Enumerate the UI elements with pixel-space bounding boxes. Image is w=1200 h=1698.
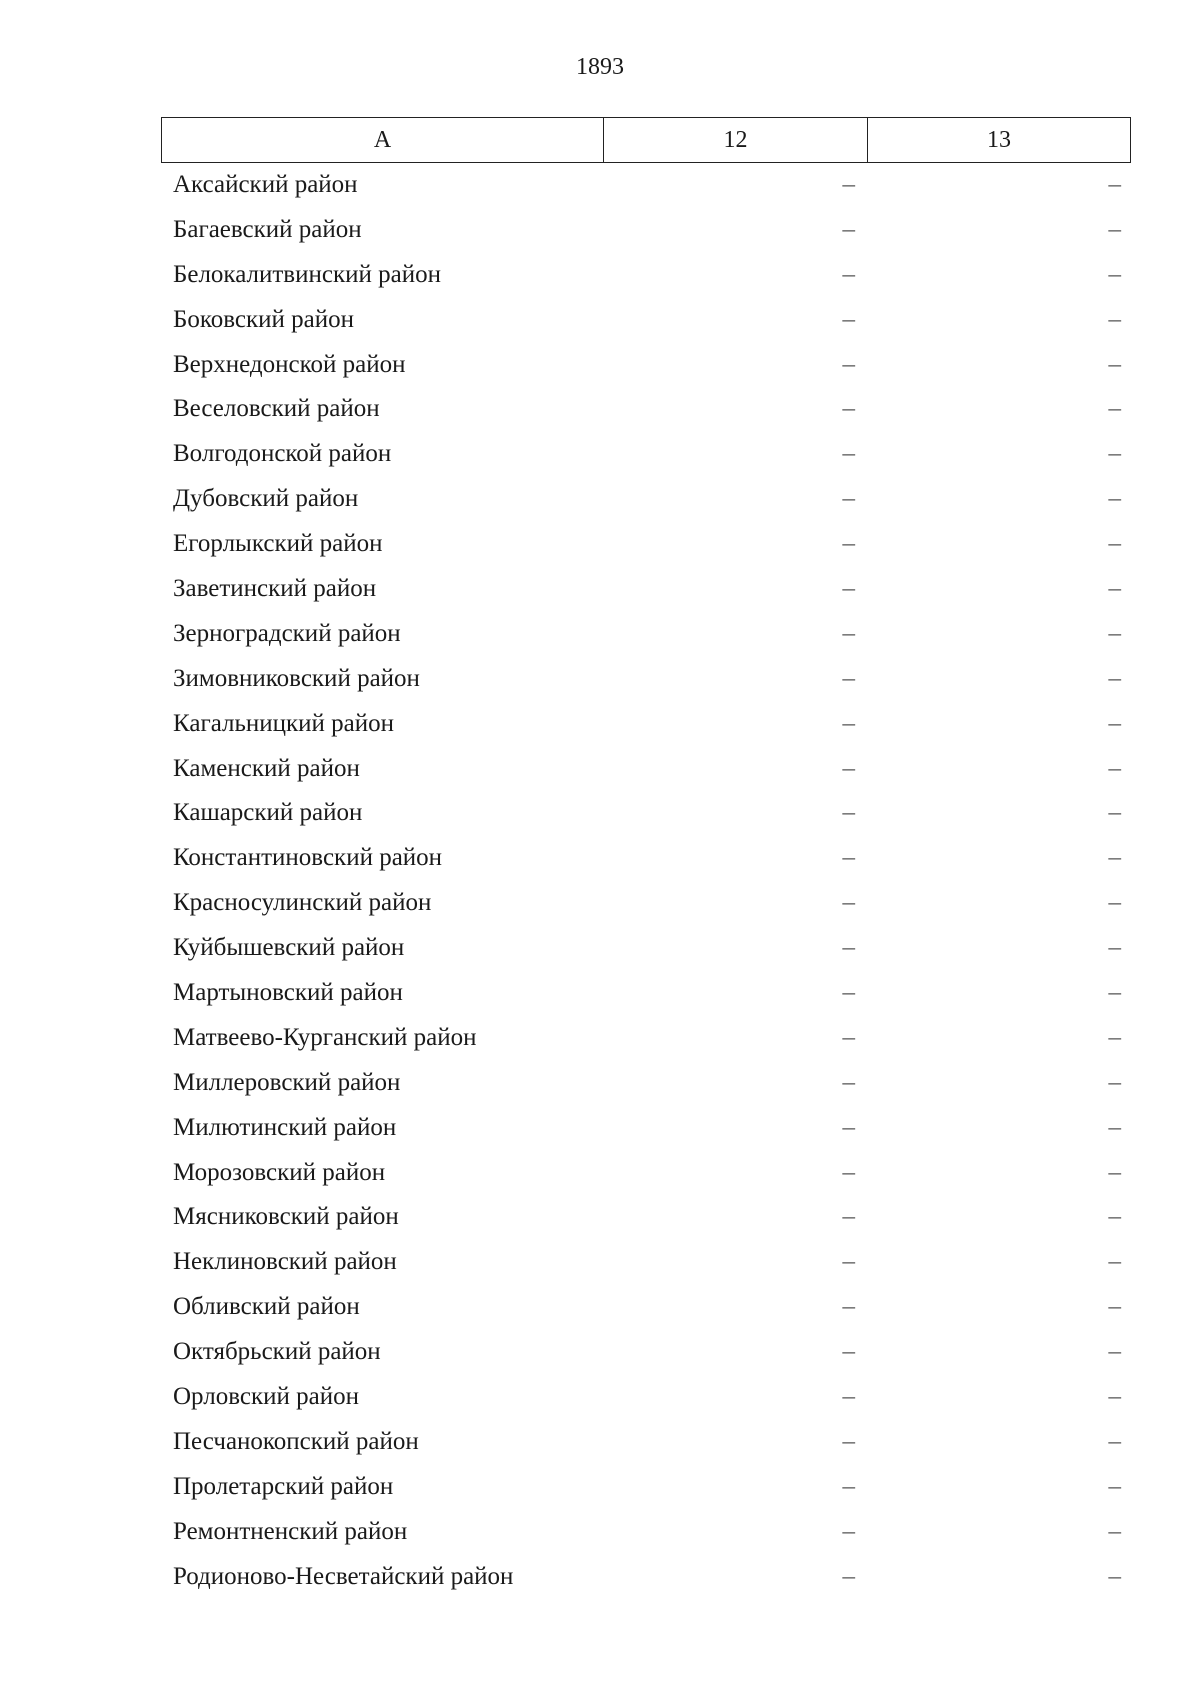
- district-name: Каменский район: [173, 754, 360, 782]
- value-col-13: –: [1108, 1113, 1121, 1141]
- value-col-12: –: [842, 260, 855, 288]
- district-name: Мясниковский район: [173, 1203, 399, 1231]
- district-name: Егорлыкский район: [173, 530, 383, 558]
- district-name: Миллеровский район: [173, 1068, 401, 1096]
- table-row: [161, 298, 1131, 343]
- district-name: Дубовский район: [173, 485, 359, 513]
- table-row: [161, 747, 1131, 792]
- value-col-12: –: [842, 1113, 855, 1141]
- table-row: [161, 881, 1131, 926]
- value-col-12: –: [842, 799, 855, 827]
- district-name: Морозовский район: [173, 1158, 386, 1186]
- value-col-12: –: [842, 575, 855, 603]
- table-row: [161, 1510, 1131, 1555]
- header-cell-12: 12: [604, 118, 868, 162]
- value-col-13: –: [1108, 799, 1121, 827]
- value-col-13: –: [1108, 1338, 1121, 1366]
- table-row: [161, 1555, 1131, 1600]
- table-row: [161, 702, 1131, 747]
- value-col-12: –: [842, 709, 855, 737]
- value-col-12: –: [842, 1517, 855, 1545]
- value-col-13: –: [1108, 395, 1121, 423]
- value-col-13: –: [1108, 889, 1121, 917]
- value-col-12: –: [842, 1472, 855, 1500]
- table-row: [161, 791, 1131, 836]
- district-name: Пролетарский район: [173, 1472, 394, 1500]
- value-col-13: –: [1108, 754, 1121, 782]
- value-col-12: –: [842, 395, 855, 423]
- value-col-13: –: [1108, 844, 1121, 872]
- table-row: [161, 971, 1131, 1016]
- table-row: [161, 163, 1131, 208]
- table-body: [161, 163, 1131, 1600]
- table-row: [161, 1195, 1131, 1240]
- table-row: [161, 1240, 1131, 1285]
- district-name: Веселовский район: [173, 395, 380, 423]
- district-name: Обливский район: [173, 1293, 360, 1321]
- value-col-12: –: [842, 1427, 855, 1455]
- value-col-13: –: [1108, 664, 1121, 692]
- value-col-12: –: [842, 305, 855, 333]
- table-row: [161, 1285, 1131, 1330]
- district-name: Заветинский район: [173, 575, 377, 603]
- value-col-13: –: [1108, 934, 1121, 962]
- table-row: [161, 926, 1131, 971]
- value-col-12: –: [842, 1383, 855, 1411]
- value-col-13: –: [1108, 619, 1121, 647]
- value-col-13: –: [1108, 305, 1121, 333]
- value-col-12: –: [842, 530, 855, 558]
- value-col-12: –: [842, 664, 855, 692]
- table-row: [161, 522, 1131, 567]
- district-name: Милютинский район: [173, 1113, 397, 1141]
- district-name: Константиновский район: [173, 844, 443, 872]
- value-col-12: –: [842, 1562, 855, 1590]
- value-col-13: –: [1108, 575, 1121, 603]
- value-col-12: –: [842, 934, 855, 962]
- district-name: Орловский район: [173, 1383, 359, 1411]
- district-name: Боковский район: [173, 305, 354, 333]
- table-row: [161, 836, 1131, 881]
- value-col-13: –: [1108, 1562, 1121, 1590]
- value-col-12: –: [842, 215, 855, 243]
- district-name: Неклиновский район: [173, 1248, 397, 1276]
- value-col-13: –: [1108, 440, 1121, 468]
- value-col-12: –: [842, 1248, 855, 1276]
- table-row: [161, 1151, 1131, 1196]
- district-name: Песчанокопский район: [173, 1427, 419, 1455]
- district-name: Матвеево-Курганский район: [173, 1023, 477, 1051]
- value-col-13: –: [1108, 350, 1121, 378]
- header-cell-13: 13: [987, 127, 1011, 153]
- value-col-12: –: [842, 844, 855, 872]
- value-col-13: –: [1108, 485, 1121, 513]
- district-name: Октябрьский район: [173, 1338, 381, 1366]
- value-col-12: –: [842, 350, 855, 378]
- value-col-13: –: [1108, 709, 1121, 737]
- value-col-12: –: [842, 1023, 855, 1051]
- table-row: [161, 1061, 1131, 1106]
- district-name: Белокалитвинский район: [173, 260, 441, 288]
- table-row: [161, 1330, 1131, 1375]
- table-row: [161, 1465, 1131, 1510]
- table-row: [161, 1420, 1131, 1465]
- value-col-13: –: [1108, 979, 1121, 1007]
- value-col-13: –: [1108, 1472, 1121, 1500]
- value-col-12: –: [842, 1203, 855, 1231]
- district-name: Кашарский район: [173, 799, 363, 827]
- district-name: Родионово-Несветайский район: [173, 1562, 514, 1590]
- value-col-13: –: [1108, 1427, 1121, 1455]
- value-col-13: –: [1108, 1248, 1121, 1276]
- district-name: Верхнедонской район: [173, 350, 406, 378]
- value-col-12: –: [842, 1158, 855, 1186]
- table-row: [161, 432, 1131, 477]
- district-name: Куйбышевский район: [173, 934, 405, 962]
- value-col-12: –: [842, 889, 855, 917]
- value-col-12: –: [842, 171, 855, 198]
- district-name: Зерноградский район: [173, 619, 401, 647]
- value-col-13: –: [1108, 1158, 1121, 1186]
- value-col-12: –: [842, 1338, 855, 1366]
- table-row: [161, 1016, 1131, 1061]
- value-col-13: –: [1108, 260, 1121, 288]
- value-col-12: –: [842, 979, 855, 1007]
- value-col-13: –: [1108, 1293, 1121, 1321]
- table-row: [161, 387, 1131, 432]
- district-name: Ремонтненский район: [173, 1517, 408, 1545]
- district-name: Аксайский район: [173, 171, 358, 198]
- district-name: Волгодонской район: [173, 440, 392, 468]
- value-col-13: –: [1108, 215, 1121, 243]
- value-col-13: –: [1108, 1023, 1121, 1051]
- table-row: [161, 657, 1131, 702]
- table-row: [161, 253, 1131, 298]
- table-row: [161, 567, 1131, 612]
- district-name: Красносулинский район: [173, 889, 432, 917]
- table-row: [161, 1106, 1131, 1151]
- header-cell-a: А: [162, 118, 604, 162]
- district-name: Зимовниковский район: [173, 664, 420, 692]
- value-col-12: –: [842, 754, 855, 782]
- value-col-13: –: [1108, 1068, 1121, 1096]
- district-name: Мартыновский район: [173, 979, 403, 1007]
- value-col-13: –: [1108, 1203, 1121, 1231]
- value-col-12: –: [842, 619, 855, 647]
- value-col-13: –: [1108, 1383, 1121, 1411]
- district-name: Багаевский район: [173, 215, 362, 243]
- value-col-12: –: [842, 1293, 855, 1321]
- value-col-12: –: [842, 1068, 855, 1096]
- page-number: 1893: [576, 54, 624, 80]
- table-row: [161, 343, 1131, 388]
- district-name: Кагальницкий район: [173, 709, 395, 737]
- value-col-12: –: [842, 485, 855, 513]
- value-col-13: –: [1108, 171, 1121, 198]
- table-row: [161, 1375, 1131, 1420]
- value-col-13: –: [1108, 530, 1121, 558]
- value-col-13: –: [1108, 1517, 1121, 1545]
- table-row: [161, 208, 1131, 253]
- value-col-12: –: [842, 440, 855, 468]
- table-row: [161, 612, 1131, 657]
- table-header: [161, 117, 1131, 163]
- table-row: [161, 477, 1131, 522]
